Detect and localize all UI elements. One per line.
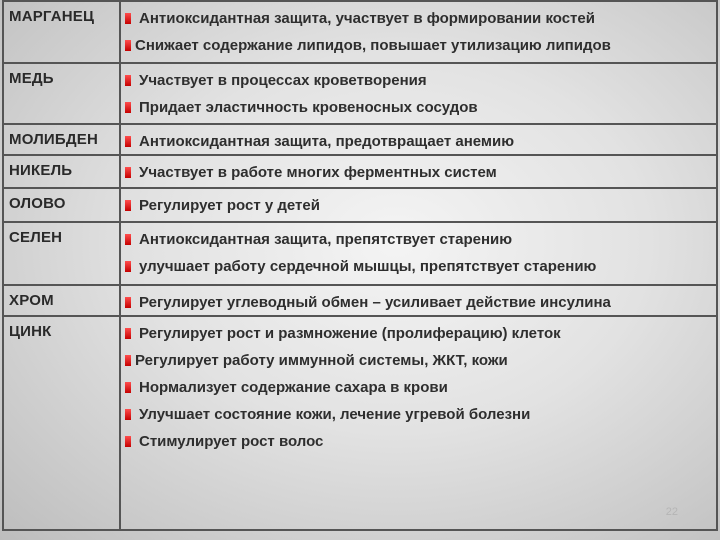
bullet-icon xyxy=(125,436,131,447)
bullet-icon xyxy=(125,409,131,420)
item-text: Стимулирует рост волос xyxy=(139,432,324,450)
page-number: 22 xyxy=(665,506,678,518)
elements-table xyxy=(2,0,718,531)
item-text: Нормализует содержание сахара в крови xyxy=(139,378,448,396)
properties-cell xyxy=(120,316,717,530)
properties-cell xyxy=(120,1,717,63)
properties-cell xyxy=(120,222,717,285)
bullet-icon xyxy=(125,167,131,178)
table-row xyxy=(3,316,717,530)
list-item xyxy=(125,375,716,399)
element-name: МАРГАНЕЦ xyxy=(3,1,120,63)
properties-cell xyxy=(120,124,717,155)
bullet-icon xyxy=(125,234,131,245)
item-text: Антиоксидантная защита, участвует в формировании костей xyxy=(139,9,595,27)
list-item xyxy=(125,193,716,217)
item-text: Регулирует работу иммунной системы, ЖКТ, кожи xyxy=(135,351,508,369)
bullet-icon xyxy=(125,102,131,113)
properties-cell xyxy=(120,155,717,188)
element-name: ОЛОВО xyxy=(3,188,120,222)
list-item xyxy=(125,348,716,372)
item-text: Антиоксидантная защита, предотвращает анемию xyxy=(139,132,515,150)
list-item xyxy=(125,227,716,251)
list-item xyxy=(125,129,716,153)
bullet-icon xyxy=(125,382,131,393)
list-item xyxy=(125,68,716,92)
properties-cell xyxy=(120,188,717,222)
list-item xyxy=(125,321,716,345)
bullet-icon xyxy=(125,355,131,366)
item-text: Снижает содержание липидов, повышает утилизацию липидов xyxy=(135,36,611,54)
item-text: Участвует в работе многих ферментных систем xyxy=(139,163,497,181)
list-item xyxy=(125,95,716,119)
list-item xyxy=(125,33,716,57)
list-item xyxy=(125,402,716,426)
list-item xyxy=(125,254,716,278)
properties-cell xyxy=(120,285,717,316)
bullet-icon xyxy=(125,75,131,86)
item-text: Регулирует углеводный обмен – усиливает действие инсулина xyxy=(139,293,611,311)
item-text: Регулирует рост и размножение (пролиферацию) клеток xyxy=(139,324,561,342)
bullet-icon xyxy=(125,297,131,308)
table-row xyxy=(3,222,717,285)
item-text: Регулирует рост у детей xyxy=(139,196,320,214)
table-row xyxy=(3,1,717,63)
element-name: ХРОМ xyxy=(3,285,120,316)
bullet-icon xyxy=(125,328,131,339)
item-text: Улучшает состояние кожи, лечение угревой болезни xyxy=(139,405,531,423)
element-name: СЕЛЕН xyxy=(3,222,120,285)
list-item xyxy=(125,290,716,314)
bullet-icon xyxy=(125,200,131,211)
table-row xyxy=(3,124,717,155)
table-row xyxy=(3,285,717,316)
bullet-icon xyxy=(125,136,131,147)
list-item xyxy=(125,160,716,184)
element-name: МЕДЬ xyxy=(3,63,120,124)
list-item xyxy=(125,6,716,30)
item-text: Придает эластичность кровеносных сосудов xyxy=(139,98,478,116)
table-row xyxy=(3,188,717,222)
bullet-icon xyxy=(125,40,131,51)
element-name: НИКЕЛЬ xyxy=(3,155,120,188)
table-row xyxy=(3,155,717,188)
properties-cell xyxy=(120,63,717,124)
bullet-icon xyxy=(125,261,131,272)
item-text: улучшает работу сердечной мышцы, препятствует старению xyxy=(139,257,597,275)
element-name: МОЛИБДЕН xyxy=(3,124,120,155)
table-row xyxy=(3,63,717,124)
list-item xyxy=(125,429,716,453)
item-text: Антиоксидантная защита, препятствует старению xyxy=(139,230,513,248)
item-text: Участвует в процессах кроветворения xyxy=(139,71,427,89)
bullet-icon xyxy=(125,13,131,24)
element-name: ЦИНК xyxy=(3,316,120,530)
